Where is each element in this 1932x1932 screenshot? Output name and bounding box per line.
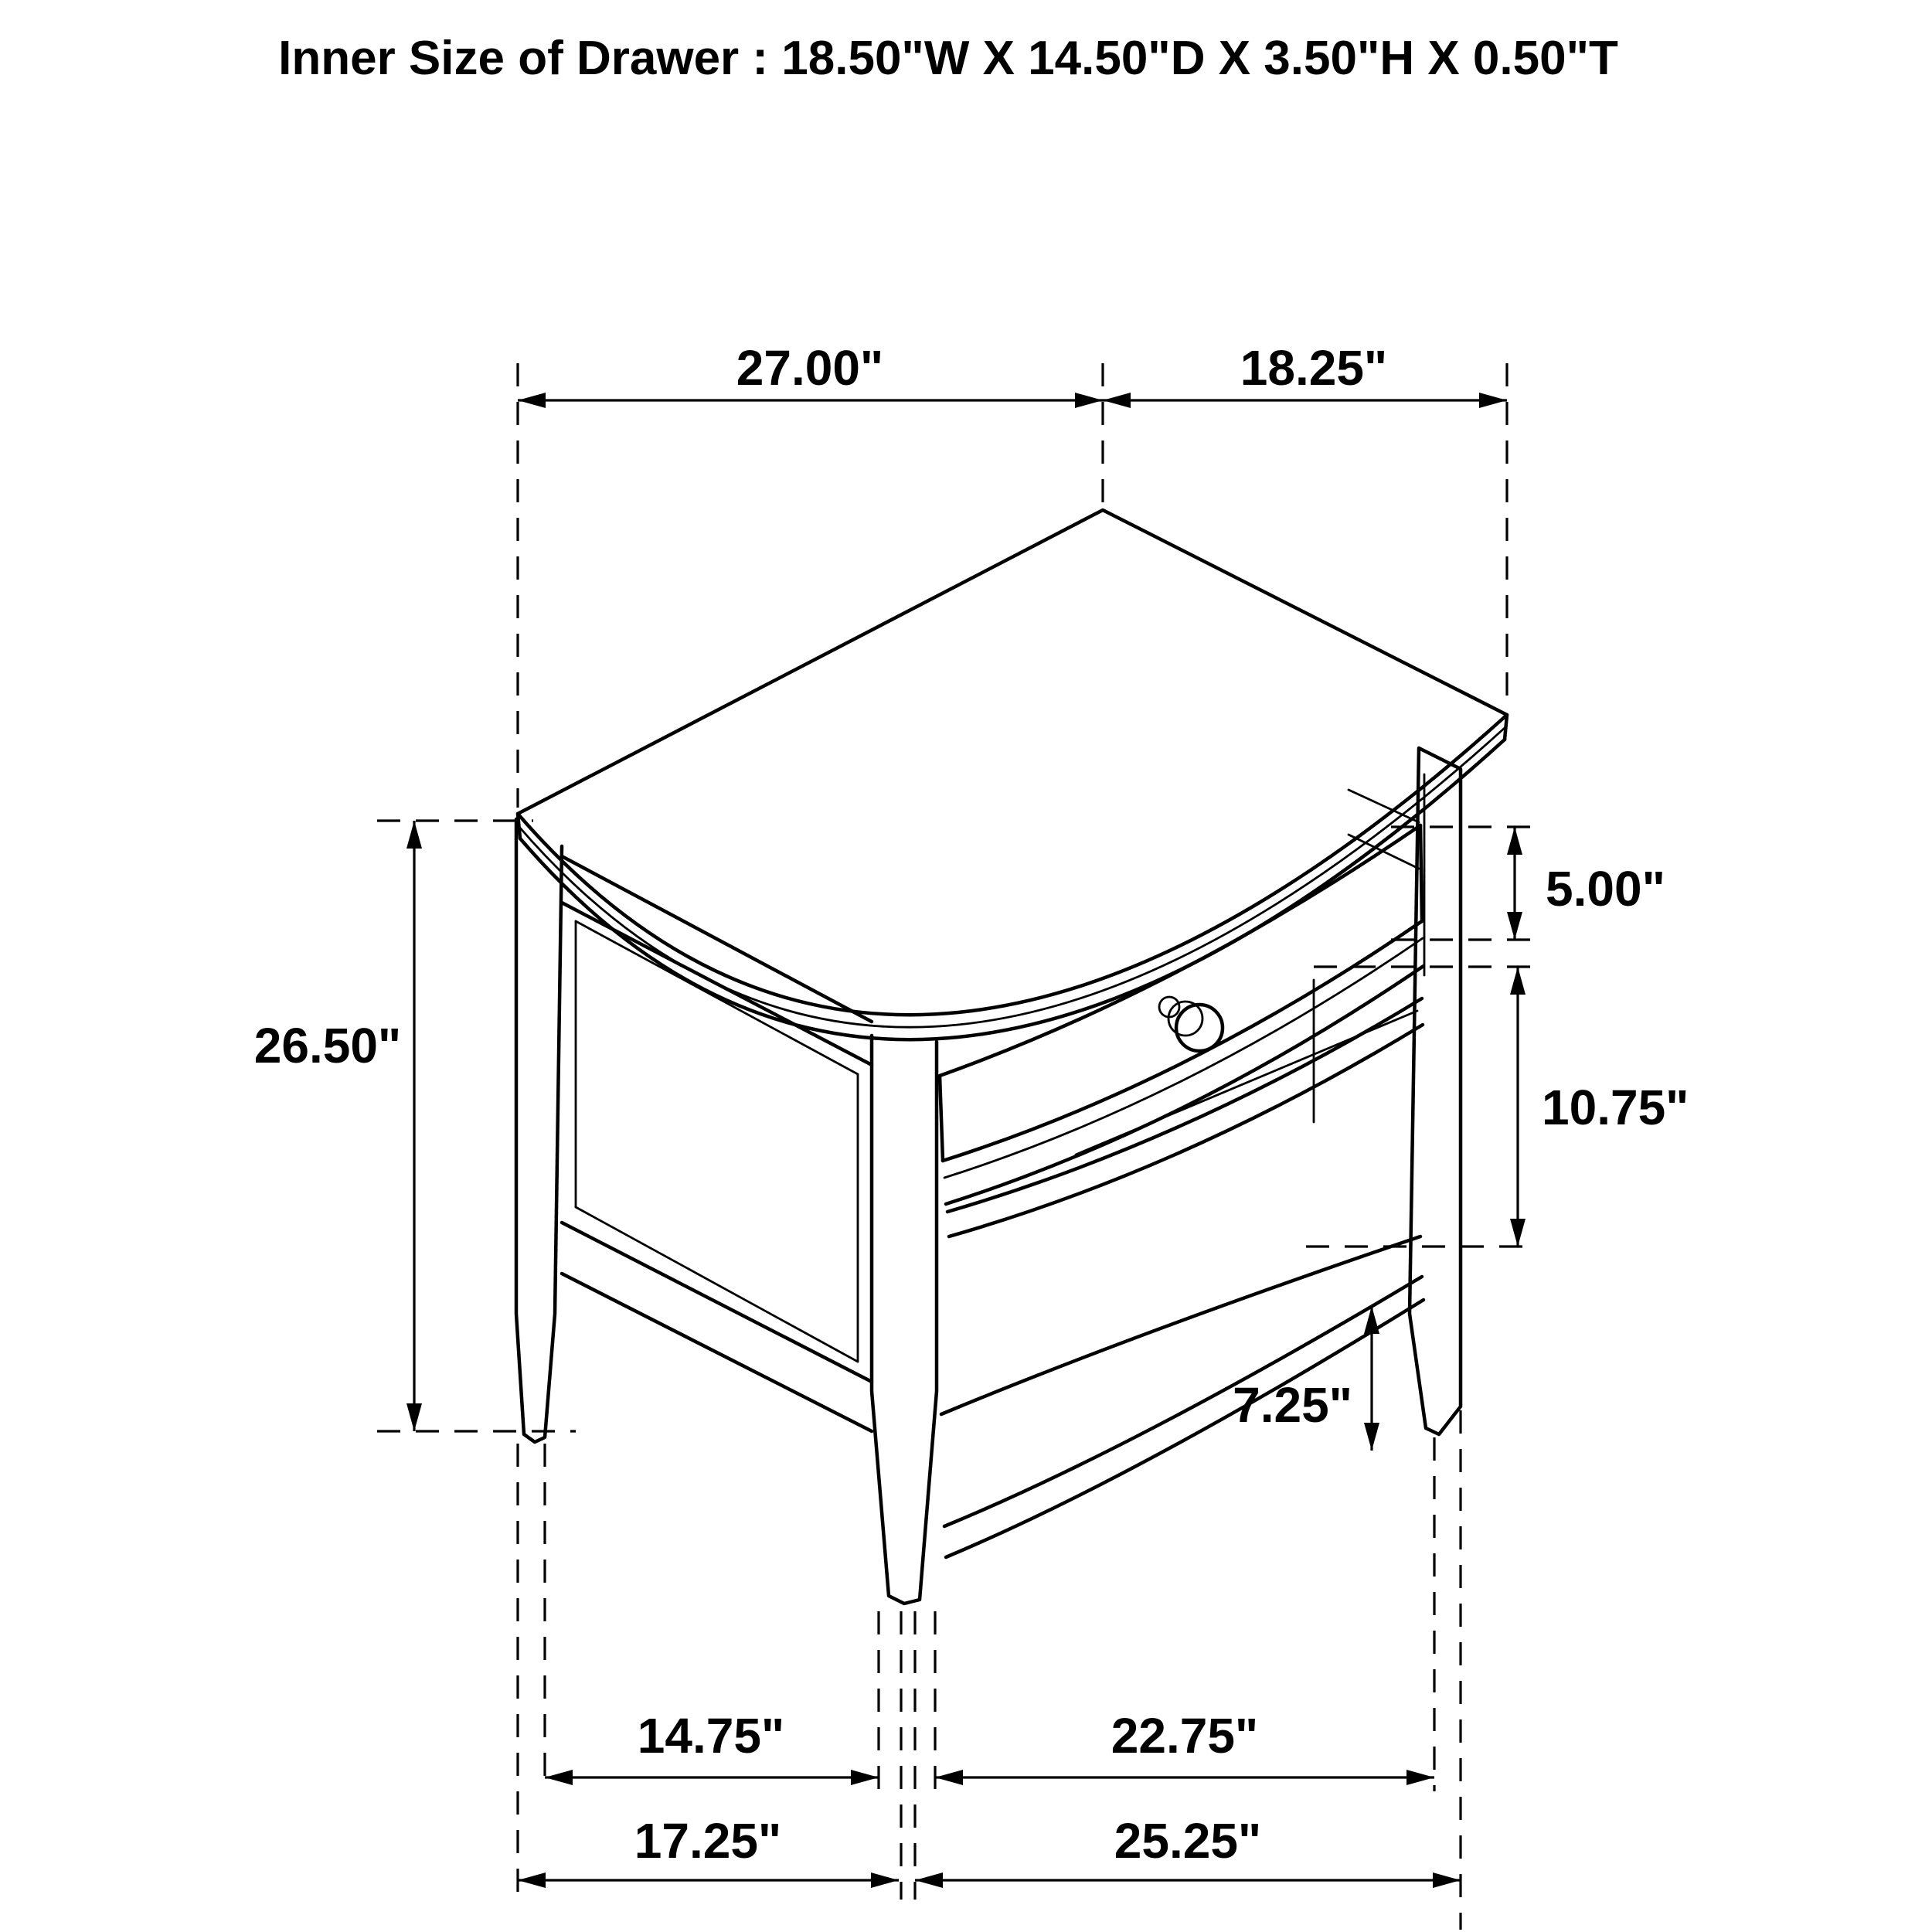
dim-label-overall-height: 26.50" (253, 1018, 402, 1073)
page-title: Inner Size of Drawer : 18.50"W X 14.50"D X 3.50"H X 0.50"T (278, 32, 1618, 85)
left-front-leg (516, 819, 562, 1442)
dim-label-base-front-left: 14.75" (637, 1708, 785, 1764)
front-center-leg (872, 1036, 937, 1604)
dim-label-base-outer-left: 17.25" (634, 1813, 782, 1869)
dim-top-width-left (518, 340, 1103, 400)
drawer-knob-icon (1159, 997, 1223, 1051)
right-back-leg (1349, 748, 1461, 1434)
dim-overall-height (254, 821, 414, 1431)
dim-base-front-left (545, 1708, 879, 1777)
dim-label-base-outer-right: 25.25" (1114, 1813, 1262, 1869)
dim-shelf-clearance (1233, 1306, 1372, 1451)
dim-label-shelf-clearance: 7.25" (1233, 1377, 1352, 1433)
tabletop (518, 510, 1507, 1039)
nightstand-line-drawing (516, 510, 1507, 1604)
dim-label-top-width-right: 18.25" (1240, 340, 1388, 396)
dim-open-section-height (1518, 967, 1689, 1247)
middle-shelf (947, 980, 1423, 1236)
dim-label-top-width-left: 27.00" (736, 340, 884, 396)
dim-base-outer-right (915, 1813, 1461, 1880)
dim-label-base-front-right: 22.75" (1111, 1708, 1259, 1764)
dim-drawer-height (1515, 827, 1665, 940)
dim-base-outer-left (518, 1813, 899, 1880)
dim-label-drawer-height: 5.00" (1546, 861, 1665, 917)
dim-base-front-right (935, 1708, 1434, 1777)
dim-top-width-right (1103, 340, 1507, 400)
dim-label-open-section-height: 10.75" (1542, 1080, 1689, 1135)
